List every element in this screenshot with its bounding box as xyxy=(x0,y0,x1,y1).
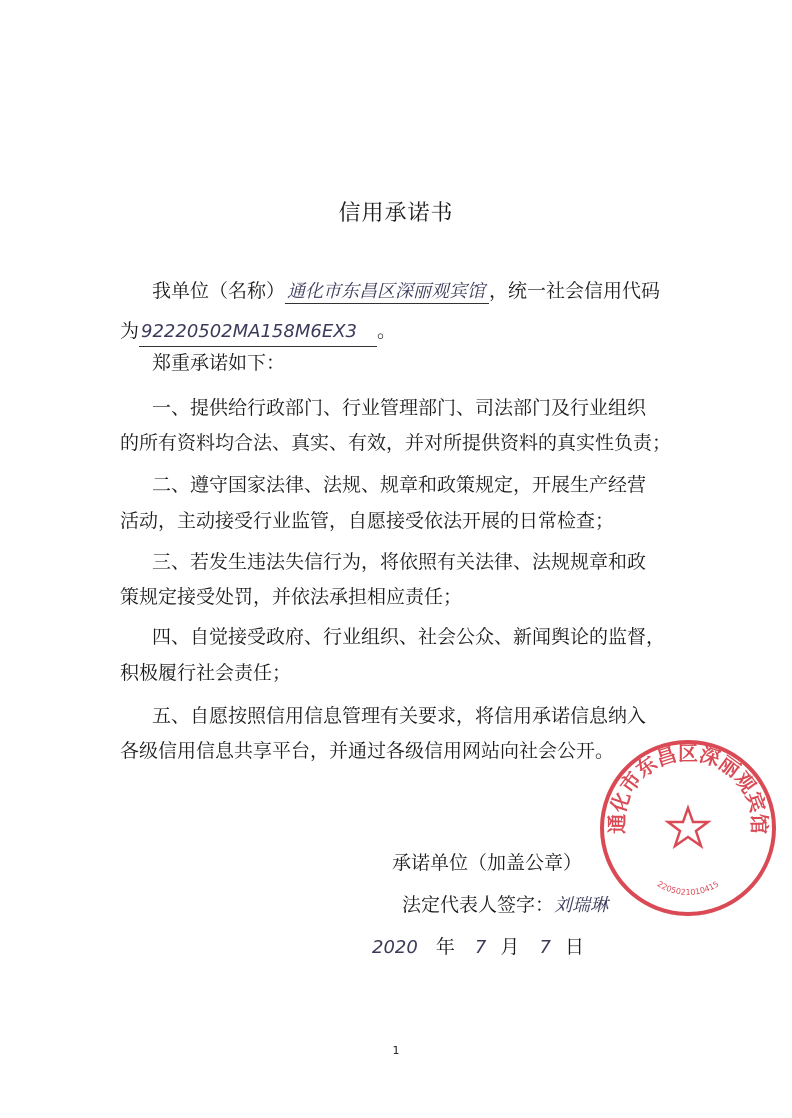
date-day: 7 xyxy=(539,937,551,958)
date-year: 2020 xyxy=(372,937,418,958)
item-2-line-2: 活动，主动接受行业监管，自愿接受依法开展的日常检查； xyxy=(120,510,615,532)
intro-mid: ，统一社会信用代码 xyxy=(489,280,661,302)
intro-line-1 xyxy=(152,278,752,305)
org-name-handwritten: 通化市东昌区深丽观宾馆 xyxy=(285,281,489,304)
page-number: 1 xyxy=(392,1044,400,1057)
intro-prefix: 我单位（名称） xyxy=(152,280,286,302)
item-1-line-2: 的所有资料均合法、真实、有效，并对所提供资料的真实性负责； xyxy=(120,432,672,454)
seal-text: 通化市东昌区深丽观宾馆 xyxy=(604,741,772,834)
item-2-line-1: 二、遵守国家法律、法规、规章和政策规定，开展生产经营 xyxy=(152,474,647,496)
code-prefix: 为 xyxy=(120,320,140,342)
item-5-line-1: 五、自愿按照信用信息管理有关要求，将信用承诺信息纳入 xyxy=(152,705,647,727)
promise-heading: 郑重承诺如下： xyxy=(152,352,286,374)
date-month: 7 xyxy=(474,937,487,958)
item-1-line-1: 一、提供给行政部门、行业管理部门、司法部门及行业组织 xyxy=(152,397,647,419)
legal-rep-label: 法定代表人签字： xyxy=(402,894,555,916)
date-line xyxy=(372,934,792,961)
item-4-line-2: 积极履行社会责任； xyxy=(120,662,292,684)
item-4-line-1: 四、自觉接受政府、行业组织、社会公众、新闻舆论的监督， xyxy=(152,626,666,648)
seal-star-icon xyxy=(668,808,708,846)
legal-rep-signature: 刘瑞琳 xyxy=(554,895,609,916)
day-char: 日 xyxy=(564,936,584,958)
promising-unit-label: 承诺单位（加盖公章） xyxy=(392,852,583,874)
intro-end: 。 xyxy=(377,320,397,342)
document-title: 信用承诺书 xyxy=(338,201,454,226)
official-seal xyxy=(596,736,780,920)
seal-number: 2205021010415 xyxy=(655,879,721,897)
credit-code-handwritten: 92220502MA158M6EX3 xyxy=(139,319,377,347)
year-char: 年 xyxy=(435,936,455,958)
intro-line-2 xyxy=(120,318,720,347)
item-3-line-2: 策规定接受处罚，并依法承担相应责任； xyxy=(120,586,463,608)
item-5-line-2: 各级信用信息共享平台，并通过各级信用网站向社会公开。 xyxy=(120,740,615,762)
item-3-line-1: 三、若发生违法失信行为，将依照有关法律、法规规章和政 xyxy=(152,551,647,573)
month-char: 月 xyxy=(500,936,520,958)
